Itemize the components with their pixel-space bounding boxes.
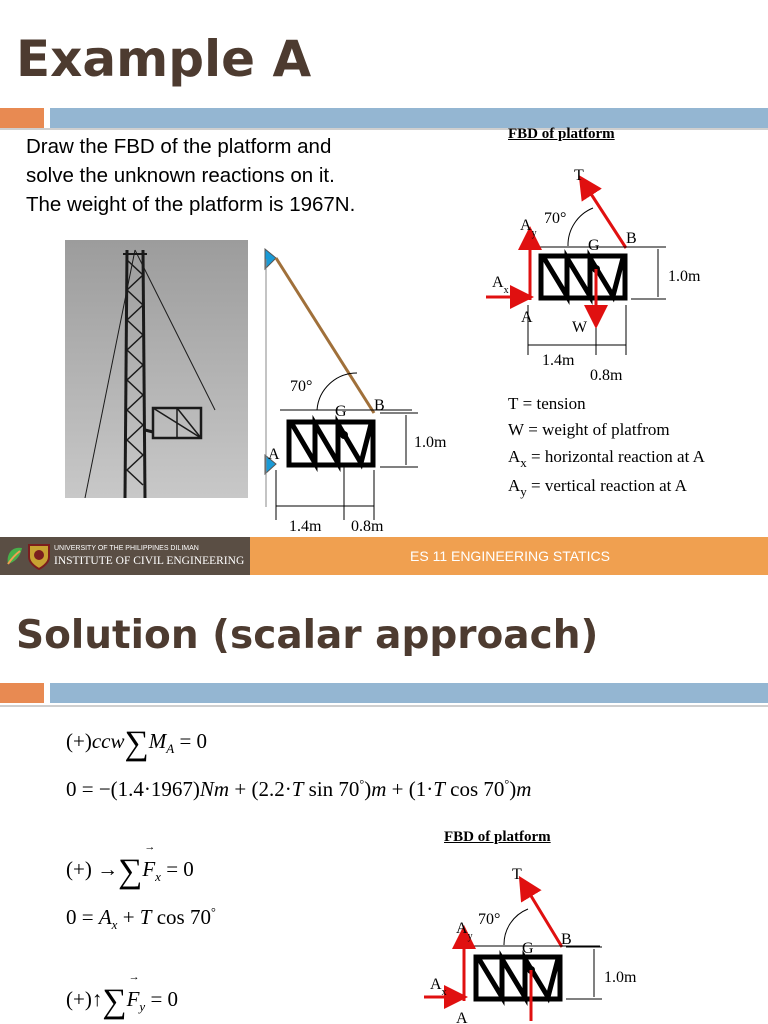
statement-line: Draw the FBD of the platform and	[26, 135, 332, 158]
fbd-G-label: G	[588, 237, 600, 254]
footer-logo-area	[0, 537, 250, 575]
svg-text:Ay	[520, 217, 537, 239]
fbd-angle-label: 70°	[544, 210, 567, 227]
crane-photo	[65, 240, 248, 498]
fbd-diagram	[424, 861, 664, 1024]
fbd-T-label: T	[574, 167, 584, 184]
slide-footer	[0, 537, 768, 575]
sum-fy-equation: (+)↑∑→ $F_y = 0$	[66, 985, 178, 1019]
fbd-dim-2: 0.8m	[590, 367, 623, 384]
fbd-G-label: G	[522, 940, 534, 957]
title-bar	[50, 683, 768, 703]
legend-item: W = weight of platfrom	[508, 420, 670, 439]
statement-line: solve the unknown reactions on it.	[26, 164, 335, 187]
fbd-diagram	[486, 160, 716, 388]
footer-course: ES 11 ENGINEERING STATICS	[410, 548, 610, 564]
moment-expansion: 0 = −(1.4·1967)Nm + (2.2·T sin 70°)m + (1·T cos 70°)m	[66, 777, 532, 801]
height-label: 1.0m	[414, 434, 447, 451]
fbd-Ay-sub: y	[531, 228, 537, 239]
label-G: G	[335, 403, 347, 420]
fbd-W-label: W	[572, 319, 588, 336]
moment-equation: $(+)ccw\sum M_A = 0$	[66, 725, 208, 762]
leaf-logo-icon	[4, 544, 26, 568]
problem-statement	[26, 132, 355, 219]
fbd-B-label: B	[561, 931, 572, 948]
title-bar	[50, 108, 768, 128]
dim-1: 1.4m	[289, 518, 322, 535]
angle-label: 70°	[290, 378, 313, 395]
svg-text:Ax	[430, 976, 447, 998]
label-B: B	[374, 397, 385, 414]
fbd-title: FBD of platform	[508, 126, 615, 142]
svg-text:Ax	[492, 274, 509, 296]
label-A: A	[268, 446, 280, 463]
fbd-A-label: A	[456, 1010, 468, 1024]
title-bar-accent	[0, 108, 44, 128]
sum-fx-equation: (+) →∑→ $F_x = 0$	[66, 855, 194, 889]
fbd-A-label: A	[521, 309, 533, 326]
statement-line: The weight of the platform is 1967N.	[26, 193, 356, 216]
footer-university: UNIVERSITY OF THE PHILIPPINES DILIMAN	[54, 545, 199, 552]
legend-item: T = tension	[508, 394, 586, 413]
fbd-T-label: T	[512, 866, 522, 883]
title-rule	[0, 128, 768, 130]
title-rule	[0, 705, 768, 707]
legend-item: $A_x$ = horizontal reaction at A	[508, 447, 705, 470]
footer-institute: INSTITUTE OF CIVIL ENGINEERING	[54, 555, 245, 567]
fbd-angle-label: 70°	[478, 911, 501, 928]
legend-item: $A_y$ = vertical reaction at A	[508, 476, 687, 499]
fbd-Ax-sub: x	[503, 285, 509, 296]
slide-2	[0, 585, 768, 1024]
fbd-Ay-label: A	[520, 217, 532, 234]
platform-diagram	[262, 245, 477, 537]
fbd-height-label: 1.0m	[604, 969, 637, 986]
title-bar-accent	[0, 683, 44, 703]
fbd-dim-1: 1.4m	[542, 352, 575, 369]
fbd-height-label: 1.0m	[668, 268, 701, 285]
fbd-Ay-sub: y	[467, 931, 473, 942]
fx-expansion: $0 = A_x + T$ cos 70°	[66, 905, 216, 932]
fbd-Ax-sub: x	[441, 987, 447, 998]
slide-title: Solution (scalar approach)	[16, 613, 599, 658]
fbd-Ay-label: A	[456, 920, 468, 937]
slide-title: Example A	[16, 30, 312, 88]
fbd-Ax-label: A	[430, 976, 442, 993]
university-seal-icon	[27, 542, 51, 570]
fbd-title: FBD of platform	[444, 829, 551, 845]
fbd-B-label: B	[626, 230, 637, 247]
fbd-Ax-label: A	[492, 274, 504, 291]
dim-2: 0.8m	[351, 518, 384, 535]
